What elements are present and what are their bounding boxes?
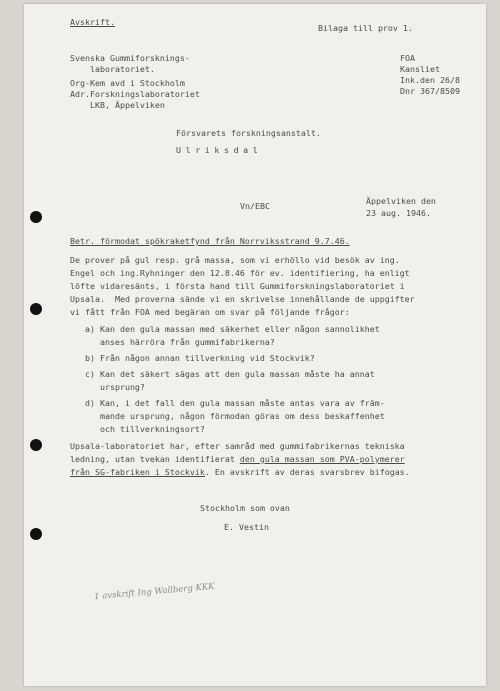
punch-hole (30, 439, 42, 451)
body-line: Upsala-laboratoriet har, efter samråd med gummifabrikernas tekniska (70, 441, 405, 451)
registry-line: Kansliet (400, 64, 440, 74)
question-line: a) Kan den gula massan med säkerhet eller någon sannolikhet (70, 324, 380, 334)
body-line: De prover på gul resp. grå massa, som vi erhöllo vid besök av ing. (70, 255, 400, 265)
place-date-line: Äppelviken den (366, 196, 436, 206)
body-line: Engel och ing.Ryhninger den 12.8.46 för ev. identifiering, ha enligt (70, 268, 410, 278)
question-line: c) Kan det säkert sägas att den gula massan måste ha annat (70, 369, 375, 379)
recipient-location: Ulriksdal (176, 145, 263, 155)
punch-hole (30, 528, 42, 540)
body-line (70, 466, 410, 479)
question-line: mande ursprung, någon förmodan göras om dess beskaffenhet (70, 411, 385, 421)
sender-line: Org-Kem avd i Stockholm (70, 78, 185, 88)
sender-line: Adr.Forskningslaboratoriet (70, 89, 200, 99)
place-date-line: 23 aug. 1946. (366, 208, 431, 218)
question-line: d) Kan, i det fall den gula massan måste antas vara av främ- (70, 398, 385, 408)
registry-line: Ink.den 26/8 (400, 75, 460, 85)
registry-line: Dnr 367/8509 (400, 86, 460, 96)
recipient-name: Försvarets forskningsanstalt. (176, 128, 321, 138)
question-line: anses härröra från gummifabrikerna? (70, 337, 275, 347)
question-line: b) Från någon annan tillverkning vid Stockvik? (70, 353, 315, 363)
question-line: ursprung? (70, 382, 145, 392)
reference-code: Vn/EBC (240, 201, 270, 211)
handwritten-note: 1 avskrift Ing Wallberg KKK (93, 581, 215, 603)
sender-line: laboratoriet. (70, 64, 155, 74)
punch-hole (30, 303, 42, 315)
closing-place: Stockholm som ovan (200, 503, 290, 513)
punch-hole (30, 211, 42, 223)
subject-line: Betr. förmodat spökraketfynd från Norrviksstrand 9.7.46. (70, 236, 350, 246)
body-line: löfte vidaresänts, i första hand till Gummiforskningslaboratoriet i (70, 281, 405, 291)
sender-line: Svenska Gummiforsknings- (70, 53, 190, 63)
signature-name: E. Vestin (224, 522, 269, 532)
underlined-phrase: den gula massan som PVA-polymerer (239, 454, 405, 464)
body-line: vi fått från FOA med begäran om svar på följande frågor: (70, 307, 350, 317)
body-line: Upsala. Med proverna sände vi en skrivelse innehållande de uppgifter (70, 294, 415, 304)
registry-line: FOA (400, 53, 415, 63)
body-text: . En avskrift av deras svarsbrev bifogas. (204, 467, 410, 477)
avskrift-heading: Avskrift. (70, 17, 115, 27)
body-line (70, 453, 405, 466)
question-line: och tillverkningsort? (70, 424, 205, 434)
body-text: ledning, utan tvekan identifierat (70, 454, 235, 464)
sender-line: LKB, Äppelviken (70, 100, 165, 110)
underlined-phrase: från SG-fabriken i Stockvik (70, 467, 205, 477)
attachment-label: Bilaga till prov 1. (318, 23, 413, 33)
document-page (24, 4, 486, 686)
